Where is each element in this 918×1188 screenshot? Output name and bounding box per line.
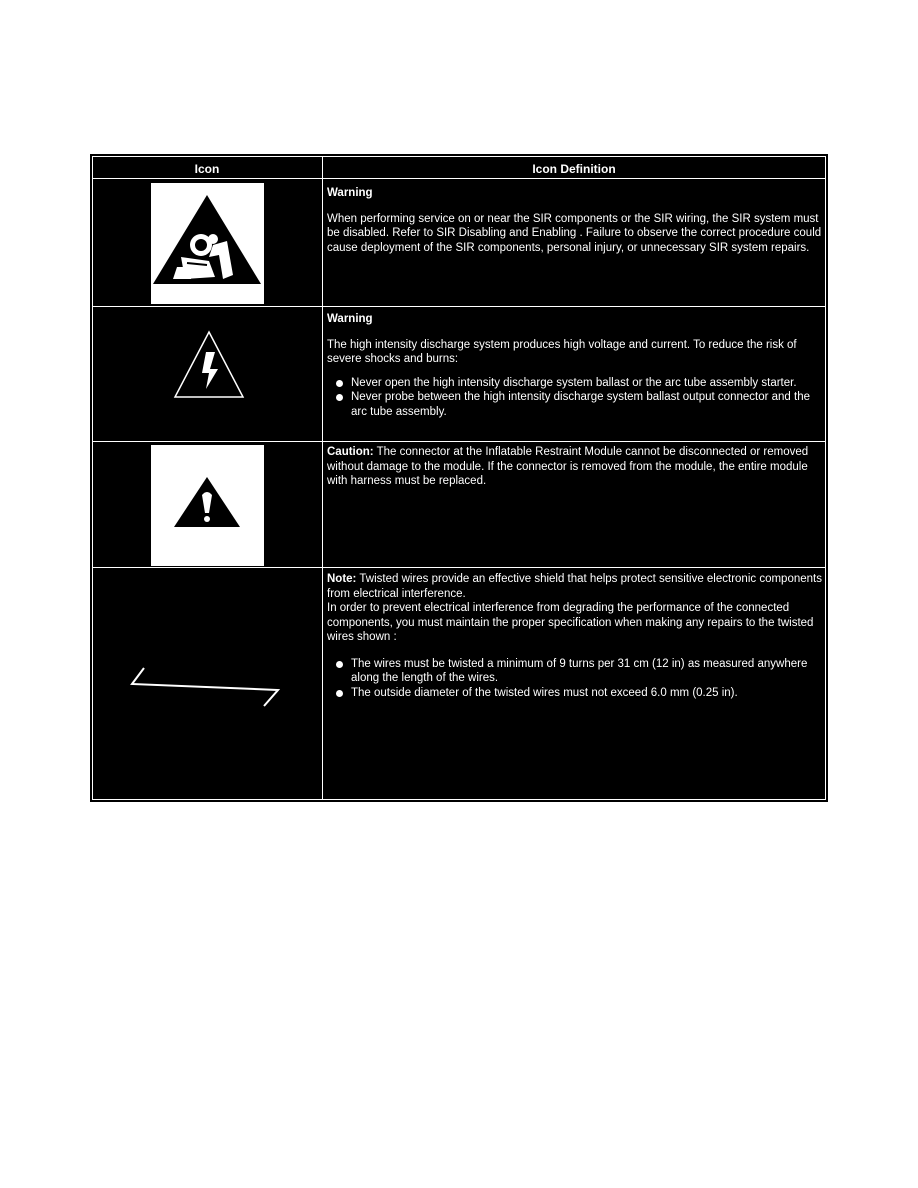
- header-icon: Icon: [194, 162, 220, 176]
- row1-definition: [327, 186, 825, 255]
- row2-definition: [327, 312, 825, 419]
- row-divider: [92, 441, 826, 442]
- table-border-top: [92, 156, 826, 157]
- twisted-wires-icon: [130, 664, 290, 719]
- row4-lead: Note:: [327, 573, 357, 585]
- row4-text-block: [327, 572, 825, 601]
- high-voltage-warning-icon: [173, 330, 245, 405]
- row-divider: [92, 567, 826, 568]
- row4-definition: [327, 572, 825, 700]
- list-item: The outside diameter of the twisted wires must not exceed 6.0 mm (0.25 in).: [327, 686, 825, 701]
- header-divider: [92, 178, 826, 179]
- row1-title: Warning: [327, 187, 373, 199]
- table-border-left: [92, 156, 93, 800]
- row3-lead: Caution:: [327, 446, 374, 458]
- row-divider: [92, 306, 826, 307]
- list-item: The wires must be twisted a minimum of 9 turns per 31 cm (12 in) as measured anywhere along the length of the wires.: [327, 657, 825, 686]
- row1-text: When performing service on or near the SIR components or the SIR wiring, the SIR system must be disabled. Refer to SIR Disabling and Enabling . Failure to observe the correct procedure could cause deployment of the SIR components, personal injury, or unnecessary SIR system repairs.: [327, 212, 822, 254]
- column-divider: [322, 156, 323, 800]
- list-item: Never probe between the high intensity discharge system ballast output connector and the arc tube assembly.: [327, 390, 825, 419]
- row4-text2: In order to prevent electrical interference from degrading the performance of the connected components, you must maintain the proper specification when making any repairs to the twisted wires shown :: [327, 602, 814, 643]
- table-border-right: [825, 156, 826, 800]
- row3-text: The connector at the Inflatable Restraint Module cannot be disconnected or removed without damage to the module. If the connector is removed from the module, the entire module with harness must be replaced.: [327, 446, 809, 487]
- row3-definition: [327, 445, 825, 489]
- row3-text-block: [327, 445, 825, 489]
- icon-definition-table: [90, 154, 828, 802]
- row2-text: The high intensity discharge system produces high voltage and current. To reduce the risk of severe shocks and burns:: [327, 338, 797, 365]
- row4-text: Twisted wires provide an effective shield that helps protect sensitive electronic components from electrical interference.: [327, 573, 822, 600]
- sir-airbag-warning-icon: [151, 183, 264, 304]
- list-item: Never open the high intensity discharge system ballast or the arc tube assembly starter.: [327, 376, 825, 391]
- caution-exclamation-icon: [151, 445, 264, 566]
- header-icon-definition: Icon Definition: [532, 162, 616, 176]
- table-border-bottom: [92, 799, 826, 800]
- row2-title: Warning: [327, 313, 373, 325]
